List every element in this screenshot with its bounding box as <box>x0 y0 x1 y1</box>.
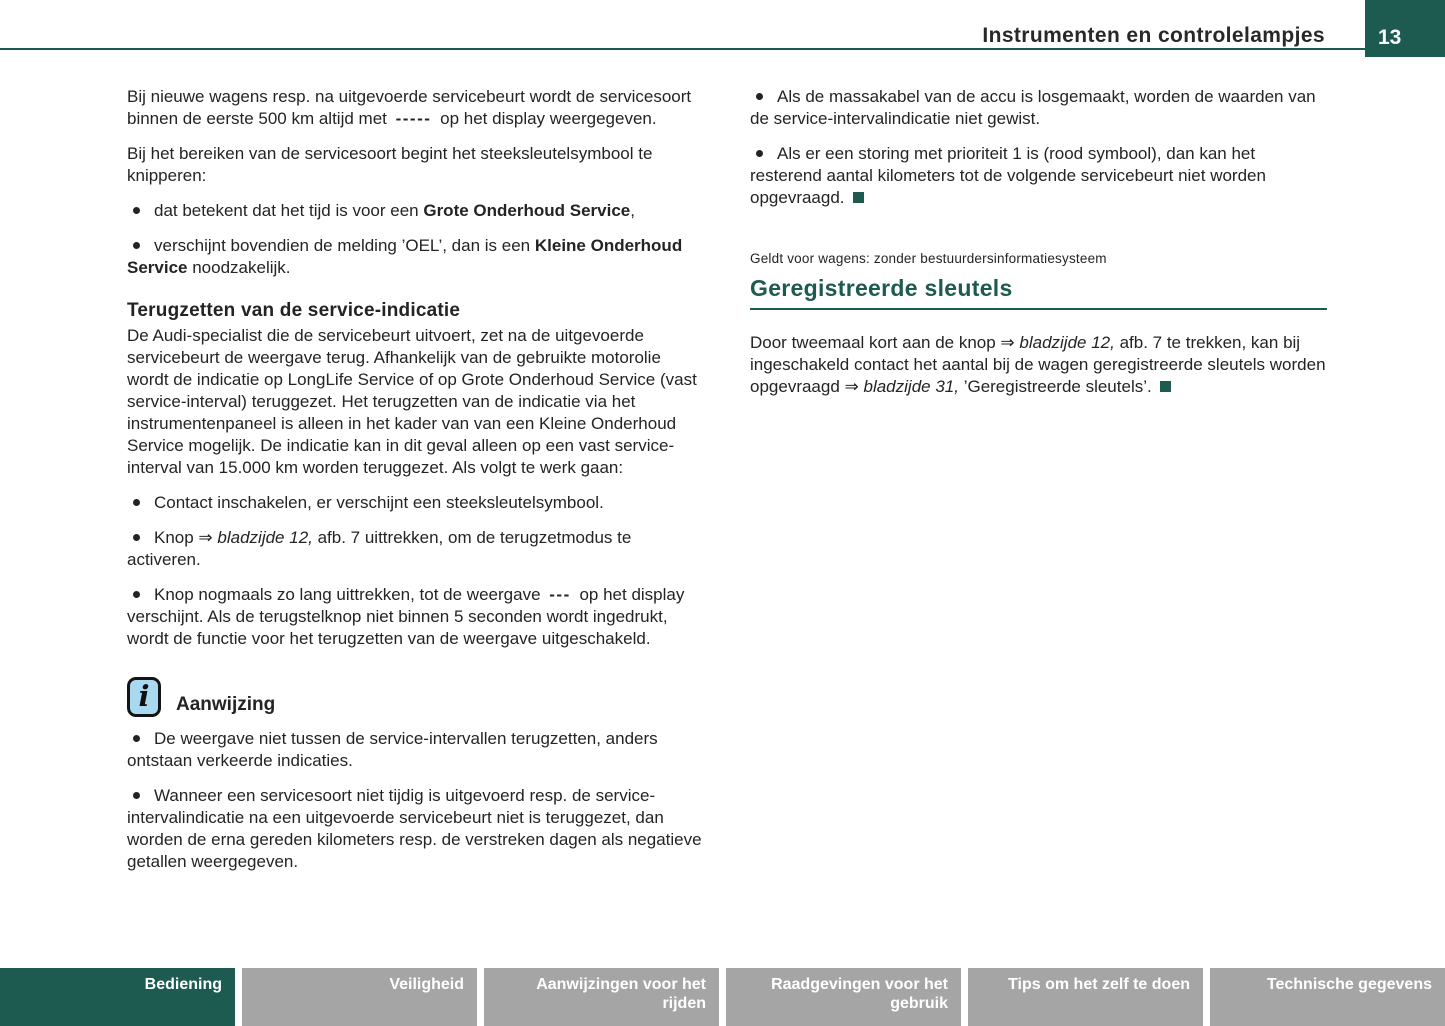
footer-tab-raadgevingen-voor-het-gebruik: Raadgevingen voor het gebruik <box>726 968 961 1026</box>
footer-tab-veiligheid: Veiligheid <box>242 968 477 1026</box>
list-item: Knop nogmaals zo lang uittrekken, tot de weergave --- op het display verschijnt. Als de terugstelknop niet binnen 5 seconden wordt ingedrukt, wordt de functie voor het terugzetten van de weergave uitgeschakeld. <box>127 585 685 648</box>
footer-tab-tips-om-het-zelf-te-doen: Tips om het zelf te doen <box>968 968 1203 1026</box>
header-divider-rule <box>0 48 1445 50</box>
page-number-badge <box>1365 0 1445 57</box>
section-end-marker <box>853 192 864 203</box>
page-cross-reference: bladzijde 12, <box>217 528 313 547</box>
bullet-icon <box>133 499 140 506</box>
list-item: Als er een storing met prioriteit 1 is (rood symbool), dan kan het resterend aantal kilometers tot de volgende servicebeurt niet worden opgevraagd. <box>750 144 1266 207</box>
bullet-icon <box>133 207 140 214</box>
bullet-icon <box>133 792 140 799</box>
list-item: Knop ⇒ bladzijde 12, afb. 7 uittrekken, om de terugzetmodus te activeren. <box>127 528 632 569</box>
left-column <box>127 86 705 886</box>
list-item: dat betekent dat het tijd is voor een Grote Onderhoud Service, <box>127 200 705 222</box>
note-title: Aanwijzing <box>176 694 276 715</box>
footer-tab-technische-gegevens: Technische gegevens <box>1210 968 1445 1026</box>
list-item: verschijnt bovendien de melding ’OEL’, dan is een Kleine Onderhoud Service noodzakelijk. <box>127 236 683 277</box>
bullet-icon <box>133 242 140 249</box>
display-dashes: --- <box>549 585 571 604</box>
paragraph: Bij het bereiken van de servicesoort begint het steeksleutelsymbool te knipperen: <box>127 144 653 185</box>
bullet-icon <box>756 93 763 100</box>
bullet-icon <box>133 534 140 541</box>
footer-tab-bediening: Bediening <box>0 968 235 1026</box>
chapter-title: Instrumenten en controlelampjes <box>982 24 1325 47</box>
paragraph: De Audi-specialist die de servicebeurt uitvoert, zet na de uitgevoerde servicebeurt de weergave terug. Afhankelijk van de gebruikte motorolie wordt de indicatie op LongLife Service of op Grote Onderhoud Service (vast service-interval) teruggezet. Het terugzetten van de indicatie via het instrumentenpaneel is alleen in het kader van van een Kleine Onderhoud Service mogelijk. De indicatie kan in dit geval alleen op een vast service-interval van 15.000 km worden teruggezet. Als volgt te werk gaan: <box>127 326 697 477</box>
bullet-icon <box>756 150 763 157</box>
list-item: Wanneer een servicesoort niet tijdig is uitgevoerd resp. de service-intervalindicatie na een uitgevoerde servicebeurt niet is teruggezet, dan worden de erna gereden kilometers resp. de verstreken dagen als negatieve getallen weergegeven. <box>127 786 702 871</box>
list-item: De weergave niet tussen de service-intervallen terugzetten, anders ontstaan verkeerde indicaties. <box>127 729 658 770</box>
page-cross-reference: bladzijde 12, <box>1019 333 1115 352</box>
section-heading: Geregistreerde sleutels <box>750 277 1327 310</box>
display-dashes: ----- <box>395 109 432 128</box>
paragraph: Bij nieuwe wagens resp. na uitgevoerde servicebeurt wordt de servicesoort binnen de eerste 500 km altijd met ----- op het display weergegeven. <box>127 87 692 128</box>
note-header <box>127 677 705 717</box>
list-item: Contact inschakelen, er verschijnt een steeksleutelsymbool. <box>127 492 705 514</box>
page-number: 13 <box>1378 26 1402 49</box>
section-end-marker <box>1160 381 1171 392</box>
section-heading: Terugzetten van de service-indicatie <box>127 300 461 321</box>
paragraph: Door tweemaal kort aan de knop ⇒ bladzijde 12, afb. 7 te trekken, kan bij ingeschakeld contact het aantal bij de wagen geregistreerde sleutels worden opgevraagd ⇒ bladzijde 31, ’Geregistreerde sleutels’. <box>750 333 1326 396</box>
list-item: Als de massakabel van de accu is losgemaakt, worden de waarden van de service-intervalindicatie niet gewist. <box>750 87 1316 128</box>
bullet-icon <box>133 591 140 598</box>
right-column <box>750 86 1327 411</box>
applicability-note: Geldt voor wagens: zonder bestuurdersinformatiesysteem <box>750 251 1107 266</box>
footer-tab-aanwijzingen-voor-het-rijden: Aanwijzingen voor het rijden <box>484 968 719 1026</box>
page-cross-reference: bladzijde 31, <box>863 377 959 396</box>
footer-tab-bar <box>0 968 1445 1026</box>
info-icon: i <box>127 677 161 717</box>
bullet-icon <box>133 735 140 742</box>
